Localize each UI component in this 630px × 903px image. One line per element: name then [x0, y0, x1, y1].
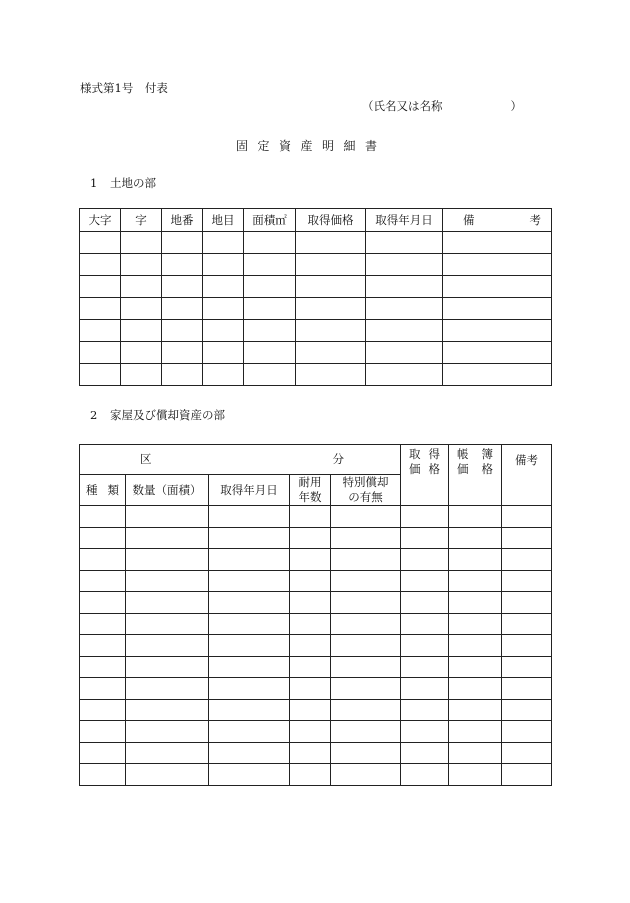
- table-cell[interactable]: [121, 364, 162, 386]
- table-cell[interactable]: [502, 678, 552, 700]
- table-cell[interactable]: [209, 764, 290, 786]
- table-cell[interactable]: [331, 635, 401, 657]
- table-cell[interactable]: [449, 635, 502, 657]
- table-row: [80, 232, 552, 254]
- book-char-2: 簿: [481, 447, 493, 461]
- table-cell[interactable]: [443, 276, 552, 298]
- table-cell[interactable]: [401, 527, 449, 549]
- table-cell[interactable]: [296, 320, 366, 342]
- acq-char-2: 得: [428, 447, 440, 461]
- table-cell[interactable]: [502, 635, 552, 657]
- acq-char-3: 価: [409, 462, 421, 476]
- header-category: [80, 445, 401, 475]
- table-cell[interactable]: [296, 232, 366, 254]
- table-cell[interactable]: [443, 342, 552, 364]
- land-table-body: [80, 232, 552, 386]
- table-cell[interactable]: [290, 764, 331, 786]
- table-cell[interactable]: [209, 678, 290, 700]
- table-cell[interactable]: [121, 276, 162, 298]
- table-row: [80, 570, 552, 592]
- table-cell[interactable]: [290, 506, 331, 528]
- table-cell[interactable]: [366, 320, 443, 342]
- table-cell[interactable]: [209, 527, 290, 549]
- table-cell[interactable]: [80, 232, 121, 254]
- table-cell[interactable]: [401, 742, 449, 764]
- header-acquisition-date: 取得年月日: [366, 209, 443, 232]
- section-heading-land: [90, 175, 156, 191]
- depreciable-table-body: [80, 506, 552, 786]
- table-cell[interactable]: [80, 570, 126, 592]
- table-cell[interactable]: [126, 527, 209, 549]
- table-row: [80, 506, 552, 528]
- table-cell[interactable]: [366, 254, 443, 276]
- header-special-depreciation: [331, 475, 401, 506]
- header-acquisition-price: 取得価格: [296, 209, 366, 232]
- table-cell[interactable]: [126, 570, 209, 592]
- table-cell[interactable]: [502, 613, 552, 635]
- table-cell[interactable]: [401, 635, 449, 657]
- table-cell[interactable]: [366, 276, 443, 298]
- table-cell[interactable]: [502, 549, 552, 571]
- table-cell[interactable]: [126, 721, 209, 743]
- table-cell[interactable]: [502, 656, 552, 678]
- table-cell[interactable]: [209, 742, 290, 764]
- table-cell[interactable]: [209, 656, 290, 678]
- table-cell[interactable]: [80, 298, 121, 320]
- table-cell[interactable]: [449, 678, 502, 700]
- table-cell[interactable]: [449, 699, 502, 721]
- table-cell[interactable]: [80, 342, 121, 364]
- table-cell[interactable]: [244, 342, 296, 364]
- table-cell[interactable]: [290, 635, 331, 657]
- table-row: [80, 254, 552, 276]
- header-aza: 字: [121, 209, 162, 232]
- table-cell[interactable]: [162, 364, 203, 386]
- table-cell[interactable]: [401, 678, 449, 700]
- table-cell[interactable]: [209, 699, 290, 721]
- table-cell[interactable]: [401, 592, 449, 614]
- table-cell[interactable]: [401, 699, 449, 721]
- table-cell[interactable]: [449, 570, 502, 592]
- table-cell[interactable]: [80, 592, 126, 614]
- table-row: [80, 656, 552, 678]
- table-row: [80, 678, 552, 700]
- table-cell[interactable]: [80, 364, 121, 386]
- table-cell[interactable]: [121, 298, 162, 320]
- table-cell[interactable]: [331, 570, 401, 592]
- table-cell[interactable]: [443, 320, 552, 342]
- table-cell[interactable]: [502, 506, 552, 528]
- table-cell[interactable]: [290, 613, 331, 635]
- table-cell[interactable]: [449, 527, 502, 549]
- table-cell[interactable]: [244, 276, 296, 298]
- table-cell[interactable]: [331, 678, 401, 700]
- table-cell[interactable]: [331, 613, 401, 635]
- table-cell[interactable]: [502, 570, 552, 592]
- table-row: [80, 742, 552, 764]
- table-cell[interactable]: [121, 232, 162, 254]
- table-cell[interactable]: [209, 506, 290, 528]
- table-cell[interactable]: [290, 549, 331, 571]
- table-cell[interactable]: [331, 656, 401, 678]
- book-char-1: 帳: [457, 447, 469, 461]
- table-cell[interactable]: [209, 721, 290, 743]
- table-cell[interactable]: [290, 678, 331, 700]
- table-cell[interactable]: [80, 276, 121, 298]
- header-quantity: 数量（面積）: [126, 475, 209, 506]
- table-cell[interactable]: [80, 635, 126, 657]
- table-cell[interactable]: [290, 570, 331, 592]
- table-cell[interactable]: [449, 549, 502, 571]
- table-cell[interactable]: [401, 506, 449, 528]
- document-title: 固定資産明細書: [236, 139, 387, 153]
- header-area: 面積㎡: [244, 209, 296, 232]
- table-cell[interactable]: [331, 721, 401, 743]
- table-row: [80, 320, 552, 342]
- book-char-4: 格: [481, 462, 493, 476]
- table-cell[interactable]: [126, 506, 209, 528]
- table-cell[interactable]: [290, 656, 331, 678]
- table-cell[interactable]: [126, 742, 209, 764]
- acq-char-1: 取: [409, 447, 421, 461]
- type-char-2: 類: [107, 482, 119, 497]
- table-cell[interactable]: [401, 570, 449, 592]
- table-cell[interactable]: [366, 342, 443, 364]
- book-char-3: 価: [457, 462, 469, 476]
- table-cell[interactable]: [443, 298, 552, 320]
- table-cell[interactable]: [121, 320, 162, 342]
- table-row: [80, 342, 552, 364]
- table-cell[interactable]: [443, 364, 552, 386]
- header-remarks: [443, 209, 552, 232]
- table-cell[interactable]: [296, 276, 366, 298]
- table-cell[interactable]: [401, 549, 449, 571]
- table-cell[interactable]: [80, 764, 126, 786]
- table-row: [80, 699, 552, 721]
- table-cell[interactable]: [449, 506, 502, 528]
- table-cell[interactable]: [126, 699, 209, 721]
- table-row: [80, 276, 552, 298]
- table-cell[interactable]: [209, 592, 290, 614]
- remarks-char-2: 考: [529, 212, 541, 227]
- table-cell[interactable]: [244, 364, 296, 386]
- category-char-2: 分: [332, 452, 344, 466]
- table-row: [80, 592, 552, 614]
- table-cell[interactable]: [449, 764, 502, 786]
- table-cell[interactable]: [290, 592, 331, 614]
- table-cell[interactable]: [449, 742, 502, 764]
- table-cell[interactable]: [203, 364, 244, 386]
- table-cell[interactable]: [366, 298, 443, 320]
- land-table-header: [80, 209, 552, 232]
- type-char-1: 種: [86, 482, 98, 497]
- special-dep-line-2: の有無: [348, 490, 383, 504]
- table-cell[interactable]: [401, 721, 449, 743]
- table-row: [80, 527, 552, 549]
- table-cell[interactable]: [162, 320, 203, 342]
- table-cell[interactable]: [80, 527, 126, 549]
- form-number: 様式第1号 付表: [80, 81, 168, 95]
- useful-life-line-1: 耐用: [298, 475, 322, 489]
- table-cell[interactable]: [290, 742, 331, 764]
- table-cell[interactable]: [80, 506, 126, 528]
- table-cell[interactable]: [162, 232, 203, 254]
- table-cell[interactable]: [203, 298, 244, 320]
- table-cell[interactable]: [401, 613, 449, 635]
- section-number: 1: [90, 176, 98, 190]
- table-cell[interactable]: [126, 635, 209, 657]
- name-field-label: （氏名又は名称: [362, 99, 443, 113]
- table-cell[interactable]: [80, 613, 126, 635]
- table-cell[interactable]: [203, 342, 244, 364]
- table-cell[interactable]: [162, 298, 203, 320]
- table-cell[interactable]: [331, 549, 401, 571]
- header-useful-life: [290, 475, 331, 506]
- table-cell[interactable]: [443, 232, 552, 254]
- table-cell[interactable]: [502, 527, 552, 549]
- table-cell[interactable]: [126, 613, 209, 635]
- table-cell[interactable]: [443, 254, 552, 276]
- table-cell[interactable]: [296, 342, 366, 364]
- header-remarks: 備考: [502, 445, 552, 506]
- table-cell[interactable]: [502, 742, 552, 764]
- special-dep-line-1: 特別償却: [342, 475, 389, 489]
- table-cell[interactable]: [502, 721, 552, 743]
- table-cell[interactable]: [331, 742, 401, 764]
- table-cell[interactable]: [203, 276, 244, 298]
- table-cell[interactable]: [449, 656, 502, 678]
- table-cell[interactable]: [203, 254, 244, 276]
- table-cell[interactable]: [80, 699, 126, 721]
- useful-life-line-2: 年数: [298, 490, 322, 504]
- table-cell[interactable]: [80, 742, 126, 764]
- remarks-char-1: 備: [463, 212, 475, 227]
- section-label: 土地の部: [110, 176, 156, 190]
- header-book-value: [449, 445, 502, 506]
- table-cell[interactable]: [203, 320, 244, 342]
- section-number: 2: [90, 408, 98, 422]
- table-cell[interactable]: [121, 254, 162, 276]
- table-cell[interactable]: [209, 613, 290, 635]
- table-cell[interactable]: [449, 592, 502, 614]
- table-row: [80, 549, 552, 571]
- table-cell[interactable]: [162, 254, 203, 276]
- depreciable-assets-table: [79, 444, 552, 786]
- table-cell[interactable]: [502, 592, 552, 614]
- table-row: [80, 364, 552, 386]
- table-cell[interactable]: [126, 764, 209, 786]
- acq-char-4: 格: [428, 462, 440, 476]
- table-cell[interactable]: [126, 592, 209, 614]
- table-cell[interactable]: [80, 254, 121, 276]
- table-cell[interactable]: [366, 364, 443, 386]
- table-cell[interactable]: [449, 721, 502, 743]
- table-cell[interactable]: [331, 699, 401, 721]
- table-cell[interactable]: [126, 678, 209, 700]
- table-cell[interactable]: [162, 342, 203, 364]
- table-cell[interactable]: [203, 232, 244, 254]
- category-char-1: 区: [140, 452, 152, 466]
- table-cell[interactable]: [244, 320, 296, 342]
- table-cell[interactable]: [209, 635, 290, 657]
- table-cell[interactable]: [244, 298, 296, 320]
- header-acquisition-date: 取得年月日: [209, 475, 290, 506]
- section-heading-buildings: [90, 407, 225, 423]
- table-cell[interactable]: [331, 527, 401, 549]
- section-label: 家屋及び償却資産の部: [110, 408, 225, 422]
- table-cell[interactable]: [296, 254, 366, 276]
- table-cell[interactable]: [80, 320, 121, 342]
- table-cell[interactable]: [401, 656, 449, 678]
- table-cell[interactable]: [244, 254, 296, 276]
- table-cell[interactable]: [331, 592, 401, 614]
- name-field-close: ）: [510, 99, 522, 113]
- table-row: [80, 764, 552, 786]
- table-cell[interactable]: [296, 298, 366, 320]
- depreciable-table-header-top: [80, 445, 552, 475]
- table-row: [80, 613, 552, 635]
- table-cell[interactable]: [209, 570, 290, 592]
- table-row: [80, 721, 552, 743]
- table-cell[interactable]: [290, 699, 331, 721]
- table-cell[interactable]: [162, 276, 203, 298]
- table-cell[interactable]: [80, 549, 126, 571]
- table-cell[interactable]: [290, 527, 331, 549]
- table-row: [80, 298, 552, 320]
- table-cell[interactable]: [366, 232, 443, 254]
- land-table: [79, 208, 552, 386]
- table-cell[interactable]: [80, 656, 126, 678]
- header-land-category: 地目: [203, 209, 244, 232]
- table-cell[interactable]: [80, 678, 126, 700]
- table-cell[interactable]: [401, 764, 449, 786]
- table-cell[interactable]: [502, 699, 552, 721]
- table-cell[interactable]: [126, 549, 209, 571]
- table-row: [80, 635, 552, 657]
- table-cell[interactable]: [331, 764, 401, 786]
- table-cell[interactable]: [296, 364, 366, 386]
- header-type: [80, 475, 126, 506]
- header-lot-number: 地番: [162, 209, 203, 232]
- table-cell[interactable]: [449, 613, 502, 635]
- table-cell[interactable]: [209, 549, 290, 571]
- table-cell[interactable]: [502, 764, 552, 786]
- table-cell[interactable]: [121, 342, 162, 364]
- header-oaza: 大字: [80, 209, 121, 232]
- table-cell[interactable]: [80, 721, 126, 743]
- table-cell[interactable]: [244, 232, 296, 254]
- header-acquisition-price: [401, 445, 449, 506]
- table-cell[interactable]: [126, 656, 209, 678]
- table-cell[interactable]: [290, 721, 331, 743]
- table-cell[interactable]: [331, 506, 401, 528]
